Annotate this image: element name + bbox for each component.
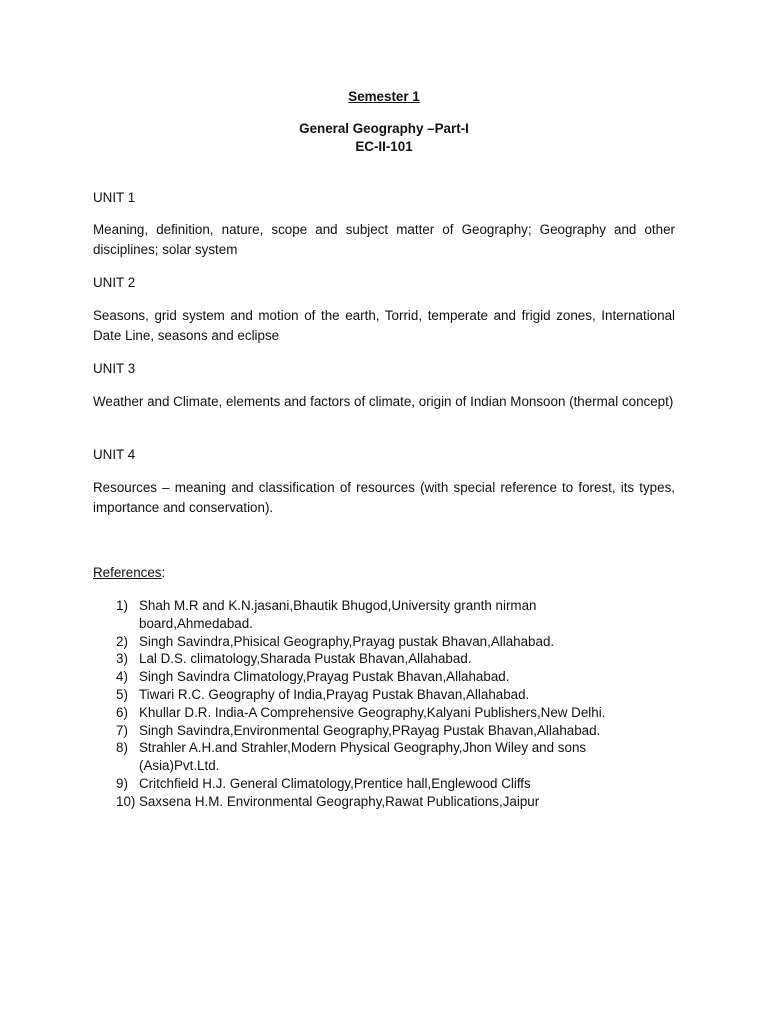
reference-number: 4) [116,669,128,685]
reference-item [93,686,613,704]
references-colon: : [161,565,166,580]
reference-number: 3) [116,651,128,667]
reference-text: Shah M.R and K.N.jasani,Bhautik Bhugod,University granth nirman board,Ahmedabad. [139,598,537,631]
reference-text: Saxsena H.M. Environmental Geography,Rawat Publications,Jaipur [139,793,540,809]
reference-number: 9) [116,775,128,791]
reference-number: 6) [116,704,128,720]
reference-number: 2) [116,633,128,649]
unit-4-text: Resources – meaning and classification of resources (with special reference to forest, its types, importance and conservation). [93,480,675,515]
reference-text: Singh Savindra,Phisical Geography,Prayag pustak Bhavan,Allahabad. [139,633,555,649]
reference-item [93,739,613,775]
unit-3-text: Weather and Climate, elements and factors of climate, origin of Indian Monsoon (thermal concept) [93,394,674,409]
reference-number: 5) [116,686,128,702]
reference-item [93,633,613,651]
references-label: References [93,565,162,580]
course-title: General Geography –Part-I [299,121,469,136]
unit-2-text: Seasons, grid system and motion of the earth, Torrid, temperate and frigid zones, International Date Line, seasons and eclipse [93,308,675,343]
reference-text: Tiwari R.C. Geography of India,Prayag Pustak Bhavan,Allahabad. [139,686,530,702]
reference-number: 10) [116,793,136,809]
unit-1-text: Meaning, definition, nature, scope and subject matter of Geography; Geography and other disciplines; solar system [93,222,675,257]
reference-item [93,775,613,793]
reference-text: Khullar D.R. India-A Comprehensive Geography,Kalyani Publishers,New Delhi. [139,704,606,720]
unit-3-label: UNIT 3 [93,361,136,376]
references-heading [93,564,165,582]
reference-text: Lal D.S. climatology,Sharada Pustak Bhavan,Allahabad. [139,651,472,667]
reference-text: Strahler A.H.and Strahler,Modern Physical Geography,Jhon Wiley and sons (Asia)Pvt.Ltd. [139,740,587,774]
reference-number: 7) [116,722,128,738]
reference-number: 1) [116,598,128,613]
references-list [93,597,613,811]
reference-item [93,668,613,686]
reference-number: 8) [116,740,128,756]
reference-text: Singh Savindra,Environmental Geography,PRayag Pustak Bhavan,Allahabad. [139,722,601,738]
reference-item [93,597,613,633]
unit-1-label: UNIT 1 [93,190,136,205]
reference-text: Critchfield H.J. General Climatology,Prentice hall,Englewood Cliffs [139,775,531,791]
unit-4-label: UNIT 4 [93,447,136,462]
reference-item [93,650,613,668]
reference-text: Singh Savindra Climatology,Prayag Pustak Bhavan,Allahabad. [139,669,510,685]
reference-item [93,793,613,811]
reference-item [93,722,613,740]
course-code: EC-II-101 [355,139,413,154]
reference-item [93,704,613,722]
semester-heading: Semester 1 [348,89,420,104]
unit-2-label: UNIT 2 [93,275,136,290]
